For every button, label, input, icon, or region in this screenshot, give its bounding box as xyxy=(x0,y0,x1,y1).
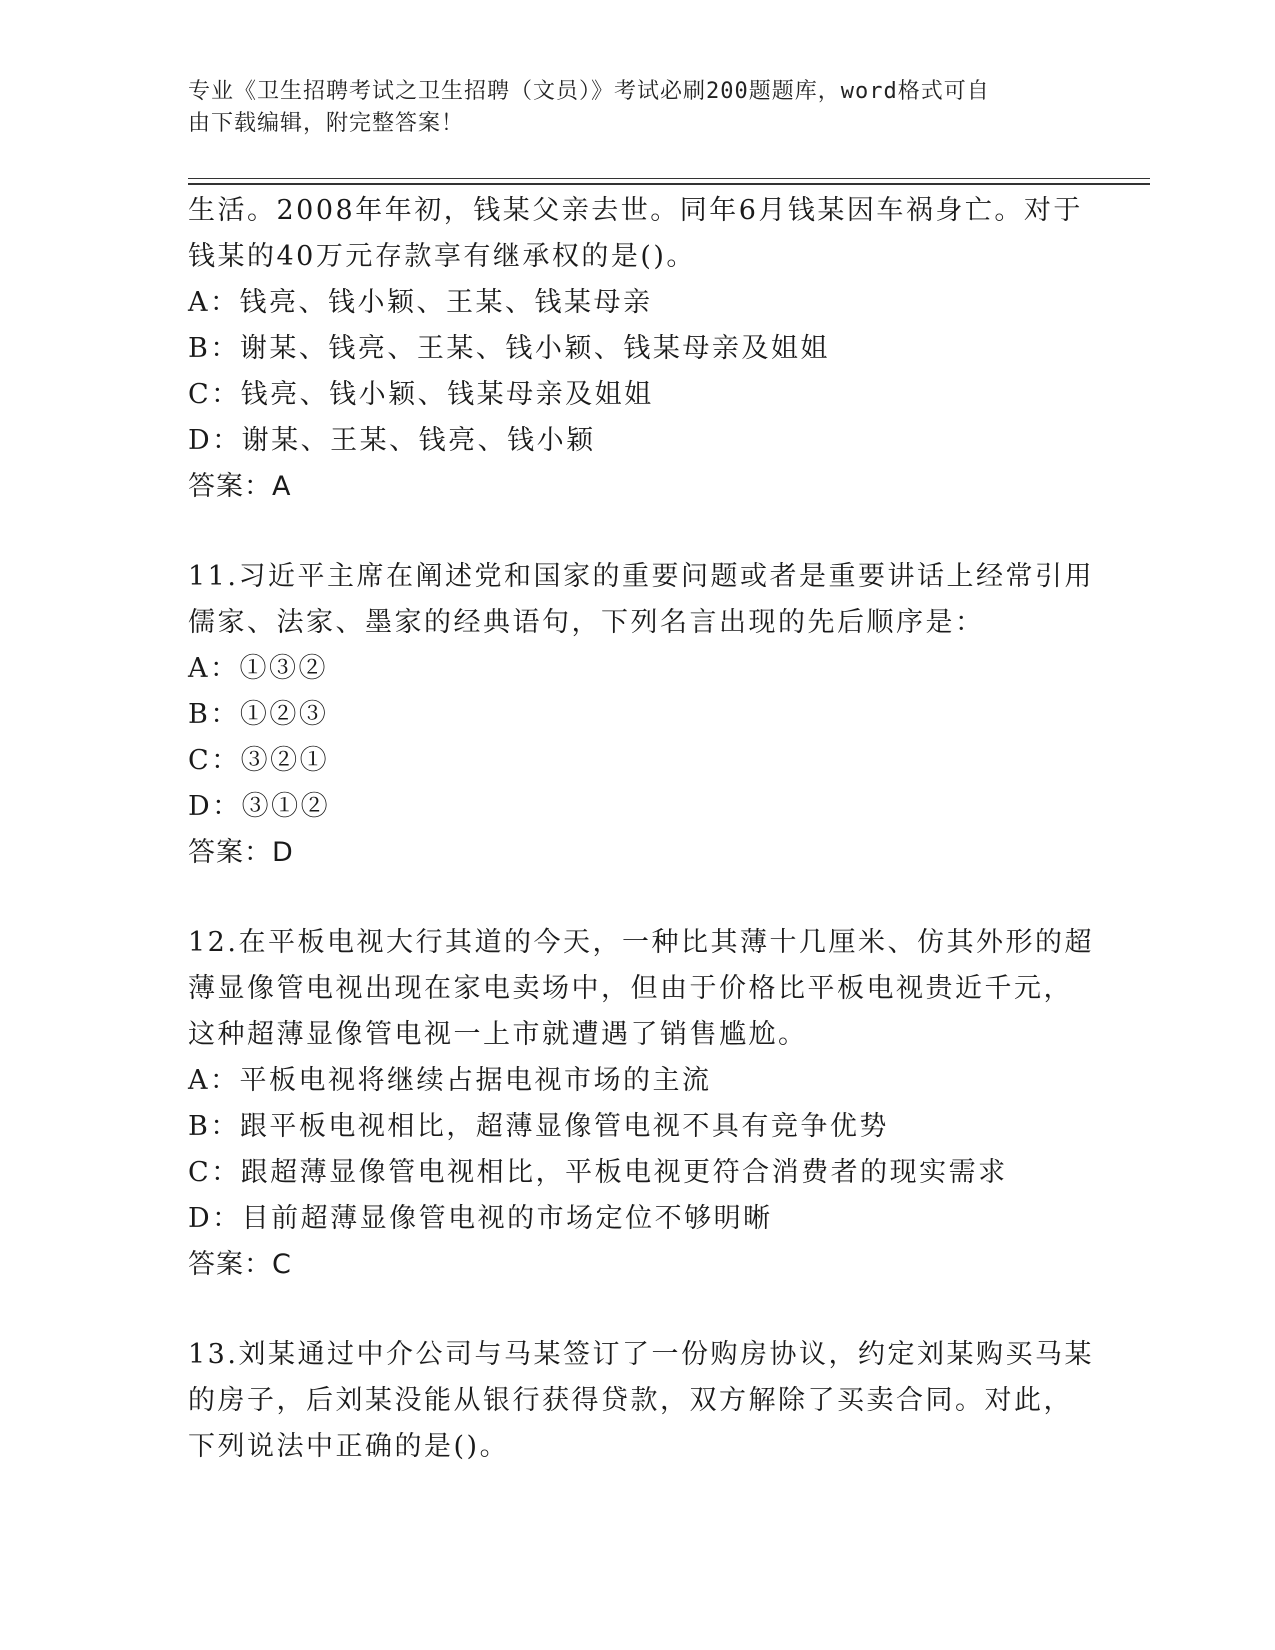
document-header xyxy=(188,76,1068,140)
question-text-line: 薄显像管电视出现在家电卖场中，但由于价格比平板电视贵近千元， xyxy=(188,973,1073,1004)
question-12 xyxy=(188,920,1094,1288)
option-d: D：目前超薄显像管电视的市场定位不够明晰 xyxy=(188,1203,773,1234)
question-text-line: 这种超薄显像管电视一上市就遭遇了销售尴尬。 xyxy=(188,1019,808,1050)
question-text-line: 下列说法中正确的是()。 xyxy=(188,1431,510,1462)
question-spacer xyxy=(188,510,1088,554)
question-spacer xyxy=(188,876,1088,920)
option-b: B：①②③ xyxy=(188,699,329,730)
question-spacer xyxy=(188,1288,1088,1332)
question-13 xyxy=(188,1332,1094,1470)
question-11 xyxy=(188,554,1094,876)
option-b: B：谢某、钱亮、王某、钱小颖、钱某母亲及姐姐 xyxy=(188,333,830,364)
option-a: A：①③② xyxy=(188,653,328,684)
option-c: C：跟超薄显像管电视相比，平板电视更符合消费者的现实需求 xyxy=(188,1157,1008,1188)
question-text-line: 的房子，后刘某没能从银行获得贷款，双方解除了买卖合同。对此， xyxy=(188,1385,1073,1416)
option-d: D：谢某、王某、钱亮、钱小颖 xyxy=(188,425,596,456)
question-text-line: 11.习近平主席在阐述党和国家的重要问题或者是重要讲话上经常引用 xyxy=(188,561,1094,592)
answer-line: 答案：C xyxy=(188,1249,292,1280)
question-text-line: 生活。2008年年初，钱某父亲去世。同年6月钱某因车祸身亡。对于 xyxy=(188,195,1083,226)
header-divider-thin xyxy=(188,178,1150,179)
answer-line: 答案：A xyxy=(188,471,292,502)
header-divider-thick xyxy=(188,183,1150,185)
option-b: B：跟平板电视相比，超薄显像管电视不具有竞争优势 xyxy=(188,1111,889,1142)
option-a: A：钱亮、钱小颖、王某、钱某母亲 xyxy=(188,287,653,318)
answer-line: 答案：D xyxy=(188,837,294,868)
question-text-line: 12.在平板电视大行其道的今天，一种比其薄十几厘米、仿其外形的超 xyxy=(188,927,1094,958)
question-10 xyxy=(188,188,1088,510)
option-a: A：平板电视将继续占据电视市场的主流 xyxy=(188,1065,712,1096)
question-text-line: 13.刘某通过中介公司与马某签订了一份购房协议，约定刘某购买马某 xyxy=(188,1339,1094,1370)
header-line-1: 专业《卫生招聘考试之卫生招聘（文员）》考试必刷200题题库，word格式可自 xyxy=(188,79,990,104)
option-c: C：③②① xyxy=(188,745,330,776)
question-text-line: 儒家、法家、墨家的经典语句，下列名言出现的先后顺序是： xyxy=(188,607,985,638)
document-body xyxy=(188,188,1094,1470)
option-d: D：③①② xyxy=(188,791,331,822)
option-c: C：钱亮、钱小颖、钱某母亲及姐姐 xyxy=(188,379,654,410)
header-line-2: 由下载编辑，附完整答案！ xyxy=(188,111,465,136)
question-text-line: 钱某的40万元存款享有继承权的是()。 xyxy=(188,241,696,272)
